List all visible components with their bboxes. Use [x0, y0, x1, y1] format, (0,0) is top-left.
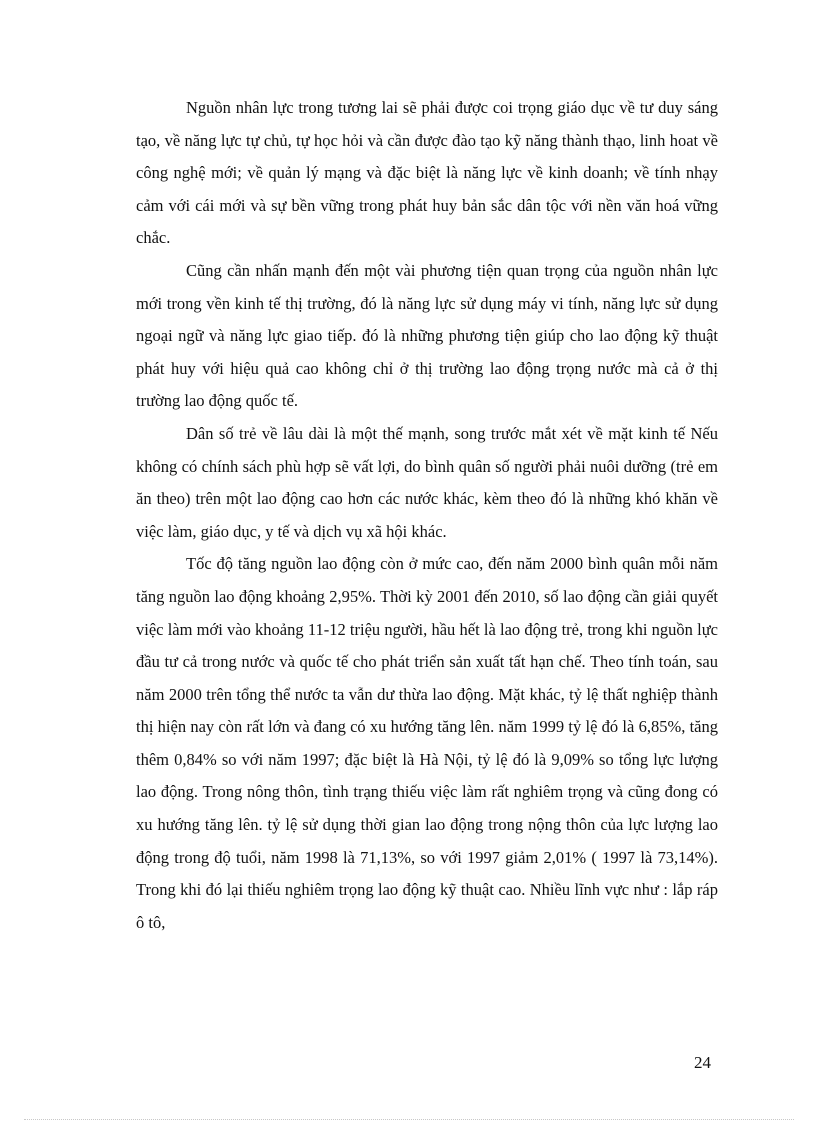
paragraph: Cũng cần nhấn mạnh đến một vài phương tiện quan trọng của nguồn nhân lực mới trong vền kinh tế thị trường, đó là năng lực sử dụng máy vi tính, năng lực sử dụng ngoại ngữ và năng lực giao tiếp. đó là những phương tiện giúp cho lao động kỹ thuật phát huy với hiệu quả cao không chỉ ở thị trường lao động trọng nước mà cả ở thị trường lao động quốc tế.	[136, 260, 718, 411]
paragraph: Dân số trẻ về lâu dài là một thế mạnh, song trước mắt xét về mặt kinh tế Nếu không có chính sách phù hợp sẽ vất lợi, do bình quân số người phải nuôi dưỡng (trẻ em ăn theo) trên một lao động cao hơn các nước khác, kèm theo đó là những khó khăn về việc làm, giáo dục, y tế và dịch vụ xã hội khác.	[136, 423, 718, 541]
paragraph: Nguồn nhân lực trong tương lai sẽ phải được coi trọng giáo dục về tư duy sáng tạo, về năng lực tự chủ, tự học hỏi và cần được đào tạo kỹ năng thành thạo, linh hoat về công nghệ mới; về quản lý mạng và đặc biệt là năng lực về kinh doanh; về tính nhạy cảm với cái mới và sự bền vững trong phát huy bản sắc dân tộc với nền văn hoá vững chắc.	[136, 98, 718, 248]
body-text	[136, 92, 718, 939]
footer-divider	[24, 1119, 794, 1120]
paragraph: Tốc độ tăng nguồn lao động còn ở mức cao, đến năm 2000 bình quân mỗi năm tăng nguồn lao động khoảng 2,95%. Thời kỳ 2001 đến 2010, số lao động cần giải quyết việc làm mới vào khoảng 11-12 triệu người, hầu hết là lao động trẻ, trong khi nguồn lực đầu tư cả trong nước và quốc tế cho phát triển sản xuất tất hạn chế. Theo tính toán, sau năm 2000 trên tổng thể nước ta vẫn dư thừa lao động. Mặt khác, tỷ lệ thất nghiệp thành thị hiện nay còn rất lớn và đang có xu hướng tăng lên. năm 1999 tỷ lệ đó là 6,85%, tăng thêm 0,84% so với năm 1997; đặc biệt là Hà Nội, tỷ lệ đó là 9,09% so tổng lực lượng lao động. Trong nông thôn, tình trạng thiếu việc làm rất nghiêm trọng và cũng đong có xu hướng tăng lên. tỷ lệ sử dụng thời gian lao động trong nộng thôn của lực lượng lao động trong độ tuổi, năm 1998 là 71,13%, so với 1997 giảm 2,01% ( 1997 là 73,14%). Trong khi đó lại thiếu nghiêm trọng lao động kỹ thuật cao. Nhiều lĩnh vực như : lắp ráp ô tô,	[136, 554, 718, 932]
page-number: 24	[694, 1053, 711, 1072]
